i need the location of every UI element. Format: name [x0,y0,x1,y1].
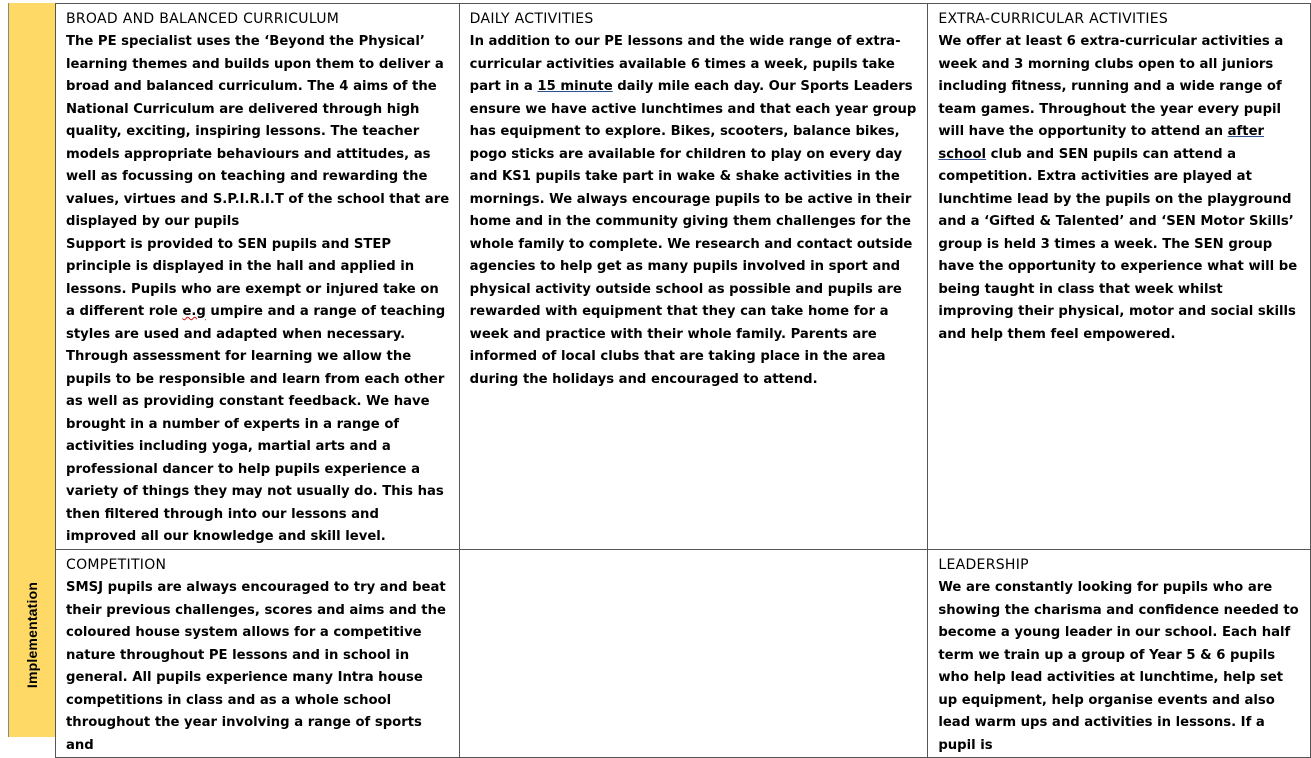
cell-title: COMPETITION [66,557,167,573]
cell-leadership [928,550,1311,758]
table-row [56,550,1311,758]
cell-empty [459,550,928,758]
cell-paragraph: SMSJ pupils are always encouraged to try and beat their previous challenges, scores and aims and the coloured house system allows for a competitive nature throughout PE lessons and in school in general. All pupils experience many Intra house competitions in class and as a whole school throughout the year involving a range of sports and [66,580,446,753]
cell-broad-balanced-curriculum [56,4,460,550]
text-run: Support is provided to SEN pupils and STEP principle is displayed in the hall and applied in lessons. Pupils who are exempt or injured take on a different role [66,236,439,319]
text-run: umpire and a range of teaching styles are used and adapted when necessary. [66,304,446,342]
cell-title: DAILY ACTIVITIES [469,11,594,27]
cell-title: EXTRA-CURRICULAR ACTIVITIES [938,11,1169,27]
cell-competition [56,550,460,758]
text-run: We offer at least 6 extra-curricular activities a week and 3 morning clubs open to all juniors including fitness, running and a wide range of team games. Throughout the year every pupil will have the opportunity to attend an [938,34,1284,139]
section-sidebar [8,3,55,737]
cell-daily-activities [459,4,928,550]
table-row [56,4,1311,550]
implementation-table [55,3,1311,758]
text-run: daily mile each day. Our Sports Leaders ensure we have active lunchtimes and that each year group has equipment to explore. Bikes, scooters, balance bikes, pogo sticks are available for children to play on every day and KS1 pupils take part in wake & shake activities in the mornings. We always encourage pupils to be active in their home and in the community giving them challenges for the whole family to complete. We research and contact outside agencies to help get as many pupils involved in sport and physical activity outside school as possible and pupils are rewarded with equipment that they can take home for a week and practice with their whole family. Parents are informed of local clubs that are taking place in the area during the holidays and encouraged to attend. [469,79,917,387]
cell-extra-curricular [928,4,1311,550]
spellcheck-word: e.g [182,304,206,319]
cell-paragraph: Through assessment for learning we allow the pupils to be responsible and learn from each other as well as providing constant feedback. We have brought in a number of experts in a range of activities including yoga, martial arts and a professional dancer to help pupils experience a variety of things they may not usually do. This has then filtered through into our lessons and improved all our knowledge and skill level. [66,349,445,544]
cell-paragraph [66,234,450,347]
hyperlink-15-minute[interactable]: 15 minute [537,79,613,94]
cell-paragraph: The PE specialist uses the ‘Beyond the Physical’ learning themes and builds upon them to deliver a broad and balanced curriculum. The 4 aims of the National Curriculum are delivered through high quality, exciting, inspiring lessons. The teacher models appropriate behaviours and attitudes, as well as focussing on teaching and rewarding the values, virtues and S.P.I.R.I.T of the school that are displayed by our pupils [66,34,450,229]
cell-title: LEADERSHIP [938,557,1029,573]
cell-title: BROAD AND BALANCED CURRICULUM [66,11,340,27]
text-run: club and SEN pupils can attend a competition. Extra activities are played at lunchtime lead by the pupils on the playground and a ‘Gifted & Talented’ and ‘SEN Motor Skills’ group is held 3 times a week. The SEN group have the opportunity to experience what will be being taught in class that week whilst improving their physical, motor and social skills and help them feel empowered. [938,146,1298,342]
text-run: In addition to our PE lessons and the wide range of extra-curricular activities available 6 times a week, pupils take part in a [469,34,901,94]
cell-paragraph: We are constantly looking for pupils who are showing the charisma and confidence needed to become a young leader in our school. Each half term we train up a group of Year 5 & 6 pupils who help lead activities at lunchtime, help set up equipment, help organise events and also lead warm ups and activities in lessons. If a pupil is [938,580,1299,753]
cell-paragraph [470,31,919,391]
hyperlink-after-school[interactable]: after school [938,124,1265,162]
cell-paragraph [938,31,1301,346]
section-label: Implementation [24,581,40,689]
